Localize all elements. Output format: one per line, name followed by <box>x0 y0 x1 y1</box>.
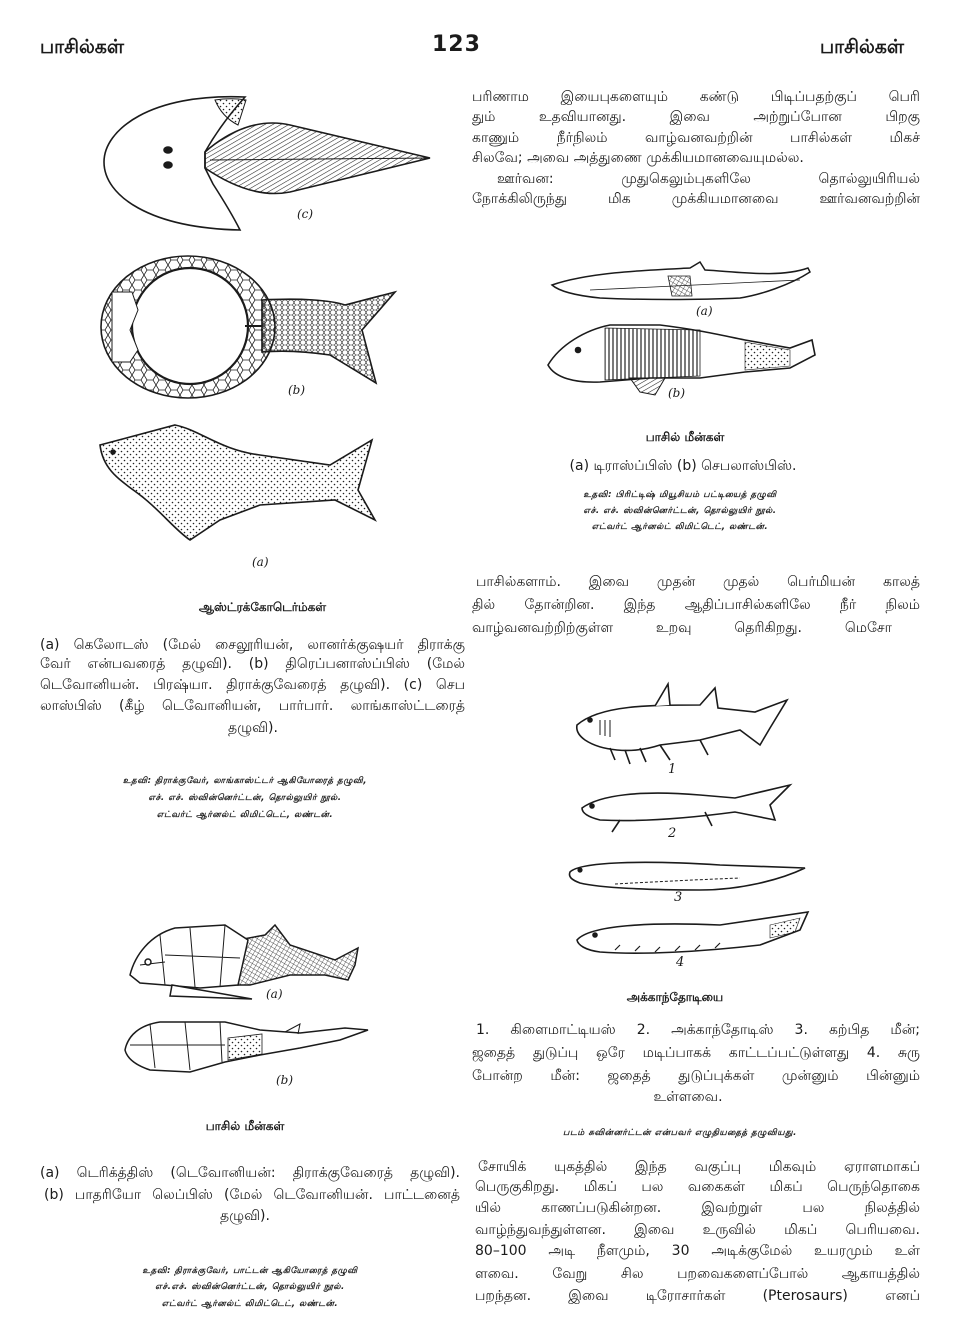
acanthodii-drawing <box>569 684 808 970</box>
body-text-line: ஜதைத் துடுப்பு ஒரே மடிப்பாகக் காட்டப்பட்டுள்ளது 4. சுரு <box>472 1045 920 1061</box>
body-text-line: (a) கெலோடஸ் (மேல் சைலூரியன், லானர்க்குஷயர் திராக்கு <box>40 637 465 653</box>
body-text-line: லாஸ்பிஸ் (கீழ் டெவோனியன், பார்பார். லாங்காஸ்ட்டரைத் <box>40 698 465 714</box>
armoured-head <box>130 925 248 988</box>
body-text-line: தழுவி). <box>220 1208 270 1224</box>
pectoral-appendage <box>170 985 252 999</box>
body-text-line: காணும் நீர்நிலம் வாழ்வனவற்றின் பாசில்கள் மிகச் <box>472 130 920 146</box>
figure-credit-line: எச்.எச். ஸ்வின்னெர்ட்டன், தொல்லுயிர் நூல். <box>155 1282 345 1292</box>
fish-number-1: 1 <box>668 762 677 777</box>
paired-fins <box>615 943 720 952</box>
body-text-line: (a) டெரிக்த்திஸ் (டெவோனியன்: திராக்குவேரைத் தழுவி). <box>40 1165 460 1181</box>
figure-label-a: (a) <box>266 987 283 1001</box>
eye <box>145 959 151 965</box>
plate-lines <box>130 1022 225 1070</box>
body-outline <box>569 862 805 890</box>
body-text-line: பாசில்களாம். இவை முதன் முதல் பெர்மியன் காலத் <box>476 574 920 590</box>
pectoral-fin-stipple <box>215 99 246 125</box>
dotted-band <box>228 1034 262 1060</box>
body-text-line: (b) பாதரியோ லெப்பிஸ் (மேல் டெவோனியன். பாட்டனைத் <box>44 1187 460 1203</box>
drepanaspis-side-drawing <box>552 262 810 318</box>
body-text-line: ஊர்வன: முதுகெலும்புகளிலே தொல்லுயிரியல் <box>497 171 920 187</box>
figure-credit-line: எட்வர்ட் ஆர்னல்ட் லிமிட்டெட், லண்டன். <box>591 522 769 532</box>
striped-trunk <box>605 328 700 380</box>
figure-label-c: (c) <box>297 207 314 221</box>
body-text-line: சோயிக் யுகத்தில் இந்த வகுப்பு மிகவும் ஏராளமாகப் <box>478 1159 920 1175</box>
figure-caption-fossil-fish-left: பாசில் மீன்கள் <box>205 1119 285 1133</box>
figure-credit-line: எட்வர்ட் ஆர்னல்ட் லிமிட்டெட், லண்டன். <box>161 1299 339 1309</box>
figure-credit-line: எச். எச். ஸ்வின்னெர்ட்டன், தொல்லுயிர் நூல். <box>583 506 777 516</box>
cephalaspis-dorsal-drawing <box>104 97 430 230</box>
body-text-line: வேர் என்பவரைத் தழுவி). (b) திரெப்பனாஸ்ப்பிஸ் (மேல் <box>40 656 465 672</box>
figure-credit-line: எட்வர்ட் ஆர்னல்ட் லிமிட்டெட், லண்டன். <box>156 810 334 820</box>
figure-label-a: (a) <box>696 304 713 318</box>
figure-subcaption: (a) டிராஸ்ப்பிஸ் (b) செபலாஸ்பிஸ். <box>569 458 797 474</box>
shark-like-fish <box>577 912 808 953</box>
body-text-line: பறந்தன. இவை டிரோசார்கள் (Pterosaurs) எனப் <box>475 1288 920 1304</box>
figure-caption-fossil-fish-right: பாசில் மீன்கள் <box>645 430 725 444</box>
bothriolepis-drawing <box>125 1022 368 1087</box>
fins <box>612 812 712 832</box>
running-head-left: பாசில்கள் <box>40 36 125 58</box>
fish-number-2: 2 <box>668 826 677 841</box>
central-disc <box>132 268 248 384</box>
body-text-line: வாழ்வனவற்றிற்குள்ள உறவு தெரிகிறது. மெசோ <box>472 620 892 636</box>
body-outline <box>125 1022 368 1072</box>
body-text-line: பெருகுகிறது. மிகப் பல வகைகள் மிகப் பெருந்தொகை <box>475 1179 920 1195</box>
figure-caption-acanthodii: அக்காந்தோடியை <box>626 990 724 1004</box>
scaled-body <box>238 925 358 985</box>
eye <box>578 868 582 872</box>
body-ridge <box>210 158 430 160</box>
head-plate-lines <box>140 925 240 987</box>
fish-number-4: 4 <box>676 955 685 970</box>
side-plates <box>112 292 138 362</box>
gill-slits <box>600 720 610 737</box>
dorsal-spine <box>655 684 670 706</box>
body-text-line: பரிணாம இயைபுகளையும் கண்டு பிடிப்பதற்குப் பெரி <box>472 89 920 105</box>
body-text-line: போன்ற மீன்: ஜதைத் துடுப்புக்கள் முன்னும் பின்னும் <box>472 1068 920 1084</box>
running-head-right: பாசில்கள் <box>820 36 905 58</box>
body-text-line: 80–100 அடி நீளமும், 30 அடிக்குமேல் உயரமும் உள் <box>475 1243 920 1259</box>
tail-scales <box>745 342 790 370</box>
figure-credit-line: உதவி: பிரிட்டிஷ் மியூசியம் பட்டியைத் தழுவி <box>583 490 777 500</box>
eye <box>576 348 581 353</box>
body-outline <box>577 688 787 750</box>
eye <box>588 718 592 722</box>
head-plate <box>101 256 275 398</box>
ventral-spines <box>610 740 708 764</box>
eye-left <box>164 147 172 153</box>
figure-label-b: (b) <box>668 386 686 400</box>
body-text-line: உள்ளவை. <box>653 1089 723 1105</box>
body-outline <box>582 785 790 821</box>
pectoral-appendage <box>285 1024 300 1034</box>
body-text-line: டெவோனியன். பிரஷ்யா. திராக்குவேரைத் தழுவி). (c) செப <box>40 677 465 693</box>
figure-caption-astracoderms: ஆஸ்ட்ரக்கோடெர்ம்கள் <box>198 600 327 614</box>
body-text-line: சிலவே; அவை அத்துணை முக்கியமானவையுமல்ல. <box>472 150 804 166</box>
tail-dots <box>770 918 800 938</box>
eye <box>593 933 597 937</box>
fish-number-3: 3 <box>674 890 683 905</box>
figure-credit-line: படம் சுவின்னர்ட்டன் என்பவர் எழுதியதைத் தழுவியது. <box>563 1128 797 1138</box>
continuous-fin-fold <box>615 878 740 884</box>
thelodus-drawing <box>100 425 375 569</box>
body-text-line: ளவை. வேறு சில பறவைகளைப்போல் ஆகாயத்தில் <box>475 1266 920 1282</box>
eye <box>111 450 115 454</box>
drepanaspis-drawing <box>101 256 395 398</box>
body-text-line: தில் தோன்றின. இந்த ஆதிப்பாசில்களிலே நீர் நிலம் <box>472 597 920 613</box>
page-number: 123 <box>432 32 481 57</box>
body-text-line: நோக்கிலிருந்து மிக முக்கியமானவை ஊர்வனவற்றின் <box>472 191 920 207</box>
lateral-line <box>590 280 800 290</box>
checked-patch <box>668 276 692 296</box>
figure-credit-line: உதவி: திராக்குவேர், லாங்காஸ்ட்டர் ஆகியோரைத் தழுவி, <box>122 776 368 786</box>
figure-label-b: (b) <box>288 383 306 397</box>
eye <box>590 804 594 808</box>
body-text-line: தும் உதவியானது. இவை அற்றுப்போன பிறகு <box>472 109 920 125</box>
body-text-line: யில் காணப்படுகின்றன. இவற்றுள் பல நிலத்தில் <box>475 1200 920 1216</box>
hypothetical-fish <box>569 862 805 890</box>
cephalaspis-side-drawing <box>548 325 815 400</box>
body-text-line: 1. கிளைமாட்டியஸ் 2. அக்காந்தோடிஸ் 3. கற்பித மீன்; <box>476 1022 920 1038</box>
pectoral-fin <box>630 378 665 395</box>
acanthodes-fish <box>582 785 790 832</box>
pterichthys-drawing <box>130 925 358 1001</box>
body-outline <box>552 262 810 300</box>
figure-credit-line: உதவி: திராக்குவேர், பாட்டன் ஆகியோரைத் தழுவி <box>142 1266 358 1276</box>
eye-right <box>164 162 172 168</box>
body-outline <box>548 325 815 382</box>
body-text-line: தழுவி). <box>228 720 278 736</box>
figure-label-a: (a) <box>252 555 269 569</box>
head-shield <box>104 97 245 230</box>
body-text-line: வாழ்ந்துவந்துள்ளன. இவை உருவில் மிகப் பெரியவை. <box>475 1222 920 1238</box>
hatched-body <box>205 123 430 193</box>
body-outline <box>577 912 808 953</box>
figure-credit-line: எச். எச். ஸ்வின்னெர்ட்டன், தொல்லுயிர் நூல். <box>148 793 342 803</box>
climatius-fish <box>577 684 787 764</box>
figure-label-b: (b) <box>276 1073 294 1087</box>
stippled-body <box>100 425 375 540</box>
tail-body <box>262 292 395 383</box>
